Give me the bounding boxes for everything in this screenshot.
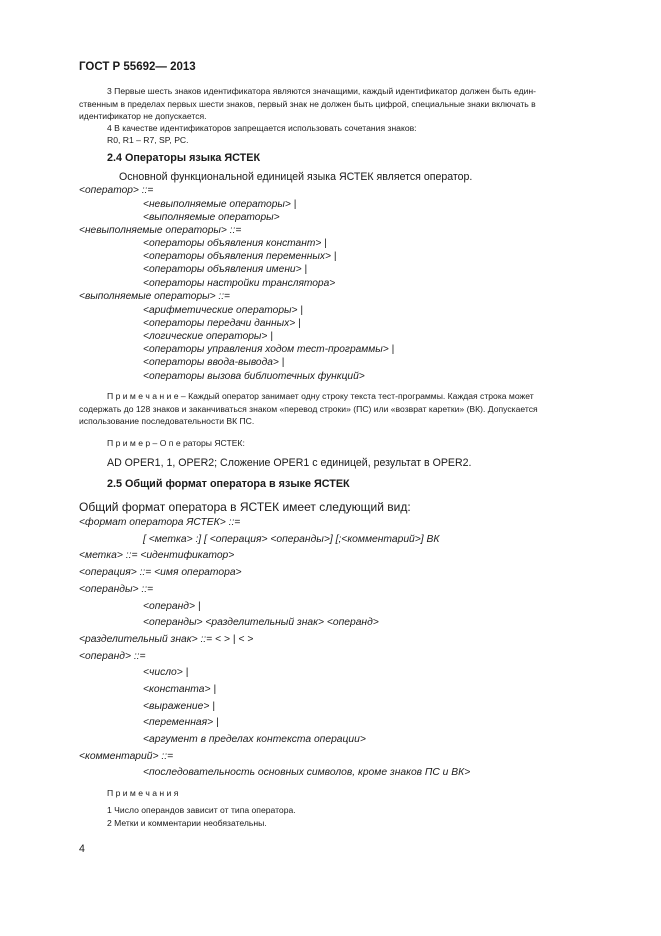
note-3-line-2: ственным в пределах первых шести знаков, первый знак не должен быть цифрой, специальные знаки включать в [79, 99, 536, 109]
grammar-alternative: <операторы настройки транслятора> [143, 278, 336, 289]
grammar-alternative: <логические операторы> | [143, 331, 273, 342]
grammar-alternative: <константа> | [143, 684, 217, 695]
grammar-alternative: <последовательность основных символов, кроме знаков ПС и ВК> [143, 767, 471, 778]
note-4-line-2: R0, R1 – R7, SP, PC. [107, 135, 189, 145]
grammar-alternative: <операторы вызова библиотечных функций> [143, 371, 365, 382]
grammar-rule: <формат оператора ЯСТЕК> ::= [79, 517, 241, 528]
section-2-5-intro: Общий формат оператора в ЯСТЕК имеет следующий вид: [79, 500, 411, 514]
section-heading-2-4: 2.4 Операторы языка ЯСТЕК [107, 152, 261, 164]
example-label: П р и м е р – О п е раторы ЯСТЕК: [107, 438, 245, 448]
grammar-alternative: <арифметические операторы> | [143, 305, 303, 316]
document-id: ГОСТ Р 55692— 2013 [79, 61, 196, 73]
note-2: 2 Метки и комментарии необязательны. [107, 818, 267, 828]
grammar-rule: <операнды> ::= [79, 584, 154, 595]
grammar-rule: <разделительный знак> ::= < > | < > [79, 634, 254, 645]
grammar-alternative: <невыполняемые операторы> | [143, 199, 297, 210]
section-heading-2-5: 2.5 Общий формат оператора в языке ЯСТЕК [107, 478, 350, 490]
note-1: 1 Число операндов зависит от типа оператора. [107, 805, 296, 815]
grammar-alternative: <операторы управления ходом тест-программы> | [143, 344, 395, 355]
note-line-2: содержать до 128 знаков и заканчиваться знаком «перевод строки» (ПС) или «возврат каретки» (ВК). Допускается [79, 404, 538, 414]
grammar-alternative: <операторы ввода-вывода> | [143, 357, 285, 368]
grammar-alternative: [ <метка> :] [ <операция> <операнды>] [;<комментарий>] ВК [143, 534, 440, 545]
grammar-rule: <невыполняемые операторы> ::= [79, 225, 242, 236]
section-2-4-intro: Основной функциональной единицей языка ЯСТЕК является оператор. [119, 171, 473, 183]
grammar-rule: <оператор> ::= [79, 185, 154, 196]
grammar-alternative: <число> | [143, 667, 189, 678]
note-3-line-3: идентификатор не допускается. [79, 111, 207, 121]
grammar-alternative: <операнд> | [143, 601, 201, 612]
grammar-alternative: <операторы объявления переменных> | [143, 251, 337, 262]
grammar-rule: <операция> ::= <имя оператора> [79, 567, 242, 578]
grammar-alternative: <выполняемые операторы> [143, 212, 280, 223]
note-4-line-1: 4 В качестве идентификаторов запрещается использовать сочетания знаков: [107, 123, 417, 133]
grammar-alternative: <операторы объявления имени> | [143, 264, 308, 275]
note-3-line-1: 3 Первые шесть знаков идентификатора являются значащими, каждый идентификатор должен быть един- [107, 86, 537, 96]
grammar-rule: <операнд> ::= [79, 651, 146, 662]
page-number: 4 [79, 843, 85, 855]
grammar-alternative: <операторы объявления констант> | [143, 238, 327, 249]
grammar-alternative: <операнды> <разделительный знак> <операнд> [143, 617, 379, 628]
note-line-3: использование последовательности ВК ПС. [79, 416, 255, 426]
grammar-rule: <комментарий> ::= [79, 751, 174, 762]
grammar-alternative: <операторы передачи данных> | [143, 318, 301, 329]
note-line-1: П р и м е ч а н и е – Каждый оператор занимает одну строку текста тест-программы. Каждая строка может [107, 391, 534, 401]
grammar-rule: <выполняемые операторы> ::= [79, 291, 230, 302]
notes-label: П р и м е ч а н и я [107, 788, 179, 798]
grammar-alternative: <переменная> | [143, 717, 219, 728]
grammar-alternative: <аргумент в пределах контекста операции> [143, 734, 366, 745]
grammar-alternative: <выражение> | [143, 701, 215, 712]
example-text: AD OPER1, 1, OPER2; Сложение OPER1 с единицей, результат в OPER2. [107, 457, 472, 469]
grammar-rule: <метка> ::= <идентификатор> [79, 550, 235, 561]
